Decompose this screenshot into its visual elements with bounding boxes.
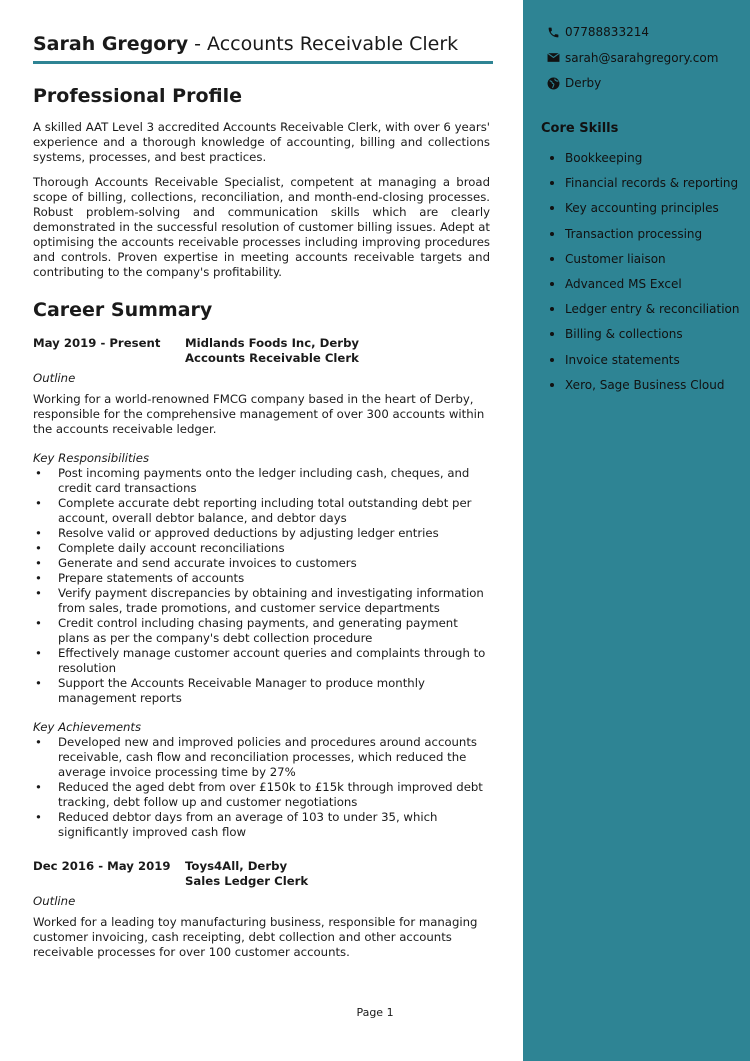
career-heading: Career Summary bbox=[33, 299, 213, 321]
contact-location bbox=[547, 75, 732, 91]
job-outline: Working for a world-renowned FMCG company based in the heart of Derby, responsible for the comprehensive management of over 300 accounts within the accounts receivable ledger. bbox=[33, 392, 485, 436]
responsibilities-list bbox=[33, 466, 490, 706]
resume-header bbox=[33, 32, 490, 56]
list-item: • Reduced the aged debt from over £150k to £15k through improved debt tracking, debt follow up and customer negotiations bbox=[33, 780, 490, 810]
job-company-block bbox=[185, 336, 490, 366]
skill-item: Bookkeeping bbox=[547, 150, 732, 166]
list-item: • Prepare statements of accounts bbox=[33, 571, 490, 586]
contact-email bbox=[547, 50, 732, 66]
skill-item: Billing & collections bbox=[547, 326, 732, 342]
skill-item: Invoice statements bbox=[547, 352, 732, 368]
contact-location-text: Derby bbox=[565, 76, 602, 90]
profile-paragraph-2: Thorough Accounts Receivable Specialist, competent at managing a broad scope of billing, collections, reconciliation, and month-end-closing processes. Robust problem-solving and communication skills which are clearly demonstrated in the successful resolution of customer billing issues. Adept at optimising the accounts receivable processes including improving procedures and controls. Proven expertise in meeting accounts receivable targets and contributing to the company's profitability. bbox=[33, 175, 490, 279]
list-item: • Post incoming payments onto the ledger including cash, cheques, and credit card transactions bbox=[33, 466, 490, 496]
envelope-icon bbox=[547, 52, 565, 63]
job-company-block bbox=[185, 859, 490, 889]
header-rule bbox=[33, 61, 493, 64]
globe-icon bbox=[547, 77, 565, 90]
skill-item: Xero, Sage Business Cloud bbox=[547, 377, 732, 393]
job-position: Sales Ledger Clerk bbox=[185, 874, 309, 888]
job-header bbox=[33, 859, 490, 889]
outline-label: Outline bbox=[33, 371, 76, 385]
job-header bbox=[33, 336, 490, 366]
phone-icon bbox=[547, 26, 565, 39]
job-outline: Worked for a leading toy manufacturing business, responsible for managing customer invoicing, cash receipting, debt collection and other accounts receivable processes for over 100 customer accounts. bbox=[33, 915, 478, 959]
outline-label: Outline bbox=[33, 894, 76, 908]
profile-heading: Professional Profile bbox=[33, 85, 242, 107]
list-item: • Reduced debtor days from an average of 103 to under 35, which significantly improved cash flow bbox=[33, 810, 490, 840]
contact-phone-text[interactable]: 07788833214 bbox=[565, 25, 649, 39]
profile-paragraph-1: A skilled AAT Level 3 accredited Accounts Receivable Clerk, with over 6 years' experience and a thorough knowledge of accounting, billing and collections systems, processes, and best practices. bbox=[33, 120, 490, 164]
job-position: Accounts Receivable Clerk bbox=[185, 351, 359, 365]
skill-item: Transaction processing bbox=[547, 226, 732, 242]
contact-email-text[interactable]: sarah@sarahgregory.com bbox=[565, 50, 719, 65]
list-item: • Generate and send accurate invoices to customers bbox=[33, 556, 490, 571]
contact-phone bbox=[547, 24, 732, 40]
list-item: • Complete accurate debt reporting including total outstanding debt per account, overall debtor balance, and debtor days bbox=[33, 496, 490, 526]
header-separator: - bbox=[188, 33, 208, 55]
job-company: Toys4All, Derby bbox=[185, 859, 288, 873]
list-item: • Support the Accounts Receivable Manager to produce monthly management reports bbox=[33, 676, 490, 706]
skill-item: Advanced MS Excel bbox=[547, 276, 732, 292]
list-item: • Effectively manage customer account queries and complaints through to resolution bbox=[33, 646, 490, 676]
skills-list bbox=[547, 150, 740, 393]
job-dates: Dec 2016 - May 2019 bbox=[33, 859, 171, 873]
achievements-list bbox=[33, 735, 490, 840]
list-item: • Verify payment discrepancies by obtaining and investigating information from sales, trade promotions, and customer service departments bbox=[33, 586, 490, 616]
sidebar bbox=[523, 0, 750, 1061]
job-dates: May 2019 - Present bbox=[33, 336, 161, 350]
skill-item: Ledger entry & reconciliation bbox=[547, 301, 732, 317]
list-item: • Credit control including chasing payments, and generating payment plans as per the company's debt collection procedure bbox=[33, 616, 490, 646]
page-number: Page 1 bbox=[356, 1006, 394, 1019]
responsibilities-label: Key Responsibilities bbox=[33, 451, 150, 465]
skills-heading: Core Skills bbox=[541, 121, 619, 136]
job-company: Midlands Foods Inc, Derby bbox=[185, 336, 360, 350]
candidate-name: Sarah Gregory bbox=[33, 33, 189, 55]
list-item: • Complete daily account reconciliations bbox=[33, 541, 490, 556]
achievements-label: Key Achievements bbox=[33, 720, 142, 734]
skill-item: Financial records & reporting bbox=[547, 175, 732, 191]
skill-item: Key accounting principles bbox=[547, 200, 732, 216]
candidate-role: Accounts Receivable Clerk bbox=[207, 33, 459, 55]
list-item: • Developed new and improved policies and procedures around accounts receivable, cash flow and reconciliation processes, which reduced the average invoice processing time by 27% bbox=[33, 735, 490, 780]
list-item: • Resolve valid or approved deductions by adjusting ledger entries bbox=[33, 526, 490, 541]
skill-item: Customer liaison bbox=[547, 251, 732, 267]
